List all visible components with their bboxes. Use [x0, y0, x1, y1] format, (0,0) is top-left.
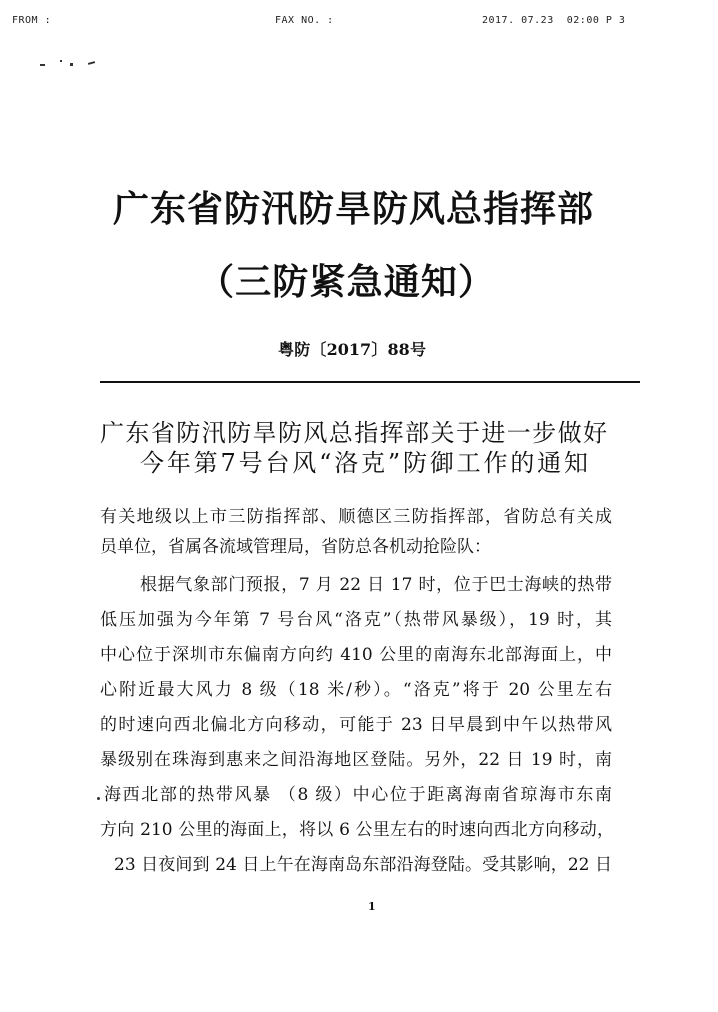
body-line: 的时速向西北偏北方向移动，可能于 23 日早晨到中午以热带风 [100, 715, 612, 735]
noise-dot [70, 63, 73, 66]
noise-dot [60, 60, 62, 62]
body-line: 根据气象部门预报，7 月 22 日 17 时，位于巴士海峡的热带 [140, 575, 612, 595]
issuer-title: 广东省防汛防旱防风总指挥部 [113, 189, 593, 230]
fax-datetime: 2017. 07.23 02:00 P 3 [482, 15, 626, 26]
body-line: 低压加强为今年第 7 号台风“洛克”（热带风暴级），19 时，其 [100, 610, 612, 630]
noise-dash [88, 61, 95, 65]
header-divider [100, 381, 640, 383]
body-line: 暴级别在珠海到惠来之间沿海地区登陆。另外，22 日 19 时，南 [100, 750, 612, 770]
fax-number-label: FAX NO. : [275, 15, 334, 26]
addressee-line: 有关地级以上市三防指挥部、顺德区三防指挥部，省防总有关成 [100, 507, 612, 527]
document-number: 粤防〔2017〕88号 [278, 340, 426, 359]
body-line: 海西北部的热带风暴 （8 级）中心位于距离海南省琼海市东南 [104, 785, 612, 805]
subject-line: 今年第7号台风“洛克”防御工作的通知 [140, 449, 588, 477]
fax-from-label: FROM : [12, 15, 52, 26]
page-number: 1 [368, 900, 376, 913]
body-line: 中心位于深圳市东偏南方向约 410 公里的南海东北部海面上，中 [100, 645, 612, 665]
notice-type: （三防紧急通知） [198, 262, 494, 303]
addressee-line: 员单位，省属各流域管理局，省防总各机动抢险队： [100, 537, 491, 557]
subject-line: 广东省防汛防旱防风总指挥部关于进一步做好 [100, 419, 607, 447]
body-line: 心附近最大风力 8 级（18 米/秒）。“洛克”将于 20 公里左右 [100, 680, 612, 700]
noise-dash [40, 64, 45, 66]
body-line: 方向 210 公里的海面上，将以 6 公里左右的时速向西北方向移动， [100, 820, 614, 840]
body-line: 23 日夜间到 24 日上午在海南岛东部沿海登陆。受其影响，22 日 [114, 855, 612, 875]
noise-dot [97, 797, 100, 800]
